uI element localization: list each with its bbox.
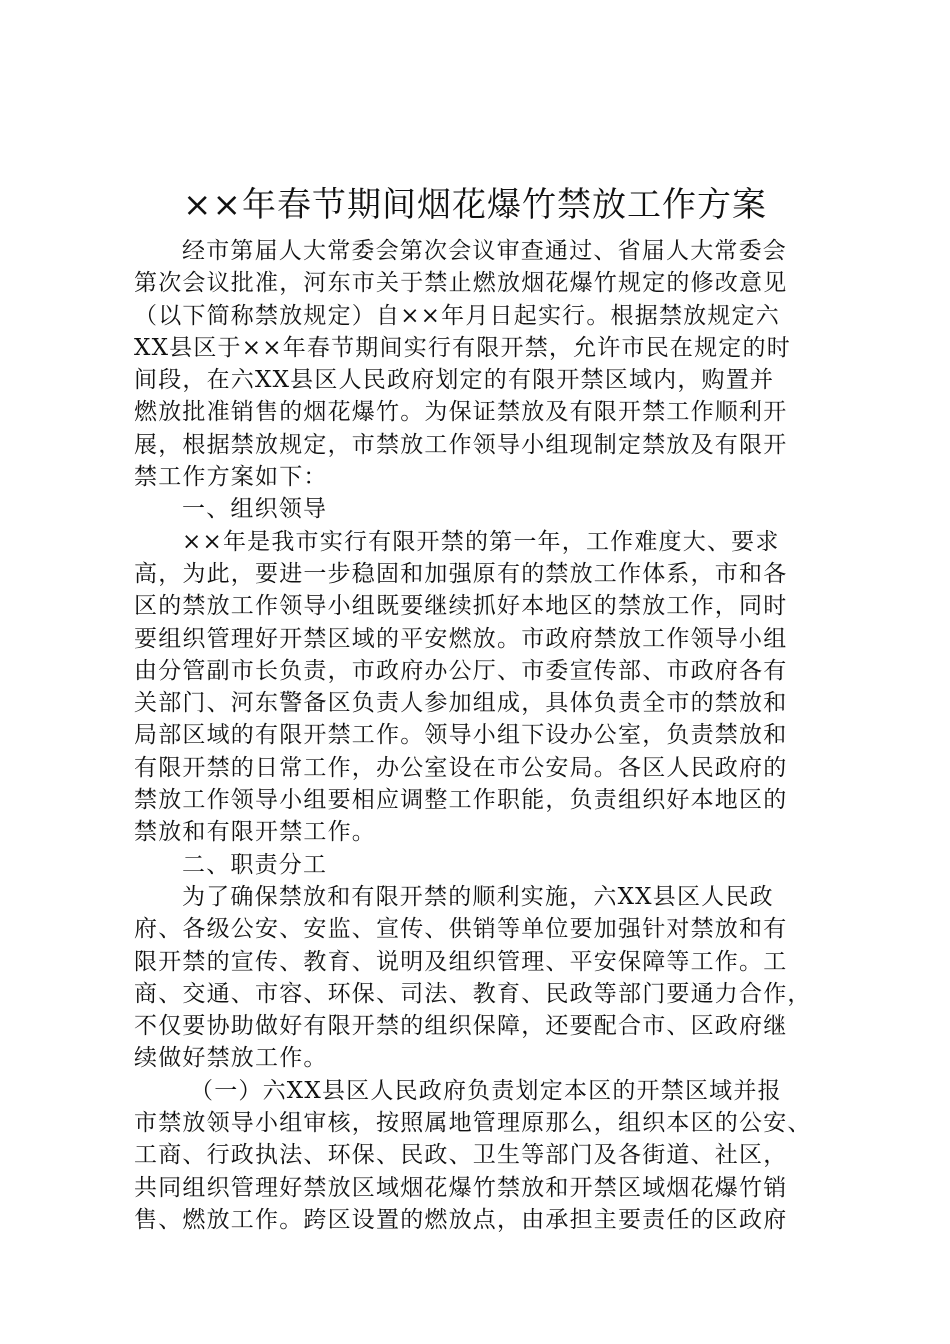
text-line: 经市第届人大常委会第次会议审查通过、省届人大常委会	[182, 238, 787, 264]
text-line: 展，根据禁放规定，市禁放工作领导小组现制定禁放及有限开	[134, 431, 788, 458]
text-line: 有限开禁的日常工作，办公室设在市公安局。各区人民政府的	[134, 754, 788, 781]
text-line: 区的禁放工作领导小组既要继续抓好本地区的禁放工作，同时	[134, 593, 788, 620]
text-line: 关部门、河东警备区负责人参加组成，具体负责全市的禁放和	[134, 690, 788, 717]
text-line: 禁放和有限开禁工作。	[134, 819, 376, 846]
text-line: 燃放批准销售的烟花爆竹。为保证禁放及有限开禁工作顺利开	[134, 399, 788, 426]
text-line: 第次会议批准，河东市关于禁止燃放烟花爆竹规定的修改意见	[134, 270, 788, 297]
text-line: ××年是我市实行有限开禁的第一年，工作难度大、要求	[182, 528, 780, 555]
text-line: 局部区域的有限开禁工作。领导小组下设办公室，负责禁放和	[134, 722, 788, 749]
text-line: 间段，在六XX县区人民政府划定的有限开禁区域内，购置并	[134, 367, 775, 394]
text-line: 商、交通、市容、环保、司法、教育、民政等部门要通力合作，	[134, 980, 812, 1007]
text-line: 高，为此，要进一步稳固和加强原有的禁放工作体系，市和各	[134, 560, 788, 587]
section-heading: 二、职责分工	[182, 851, 328, 878]
text-line: 要组织管理好开禁区域的平安燃放。市政府禁放工作领导小组	[134, 625, 788, 652]
text-line: 限开禁的宣传、教育、说明及组织管理、平安保障等工作。工	[134, 948, 788, 975]
text-line: XX县区于××年春节期间实行有限开禁，允许市民在规定的时	[134, 334, 791, 361]
text-line: 共同组织管理好禁放区域烟花爆竹禁放和开禁区域烟花爆竹销	[134, 1174, 788, 1201]
document-title: ××年春节期间烟花爆竹禁放工作方案	[183, 185, 767, 225]
text-line: （以下简称禁放规定）自××年月日起实行。根据禁放规定六	[134, 302, 780, 329]
text-line: 府、各级公安、安监、宣传、供销等单位要加强针对禁放和有	[134, 916, 788, 943]
text-line: 为了确保禁放和有限开禁的顺利实施，六XX县区人民政	[182, 883, 774, 910]
text-line: 工商、行政执法、环保、民政、卫生等部门及各街道、社区，	[134, 1142, 788, 1169]
text-line: （一）六XX县区人民政府负责划定本区的开禁区域并报	[190, 1077, 782, 1104]
section-heading: 一、组织领导	[182, 496, 328, 523]
text-line: 售、燃放工作。跨区设置的燃放点，由承担主要责任的区政府	[134, 1206, 788, 1233]
document-body	[134, 235, 844, 1236]
text-line: 由分管副市长负责，市政府办公厅、市委宣传部、市政府各有	[134, 657, 788, 684]
text-line: 禁工作方案如下：	[134, 464, 328, 491]
text-line: 不仅要协助做好有限开禁的组织保障，还要配合市、区政府继	[134, 1013, 788, 1040]
text-line: 禁放工作领导小组要相应调整工作职能，负责组织好本地区的	[134, 787, 788, 814]
text-line: 市禁放领导小组审核，按照属地管理原那么，组织本区的公安、	[134, 1110, 812, 1137]
text-line: 续做好禁放工作。	[134, 1045, 328, 1072]
